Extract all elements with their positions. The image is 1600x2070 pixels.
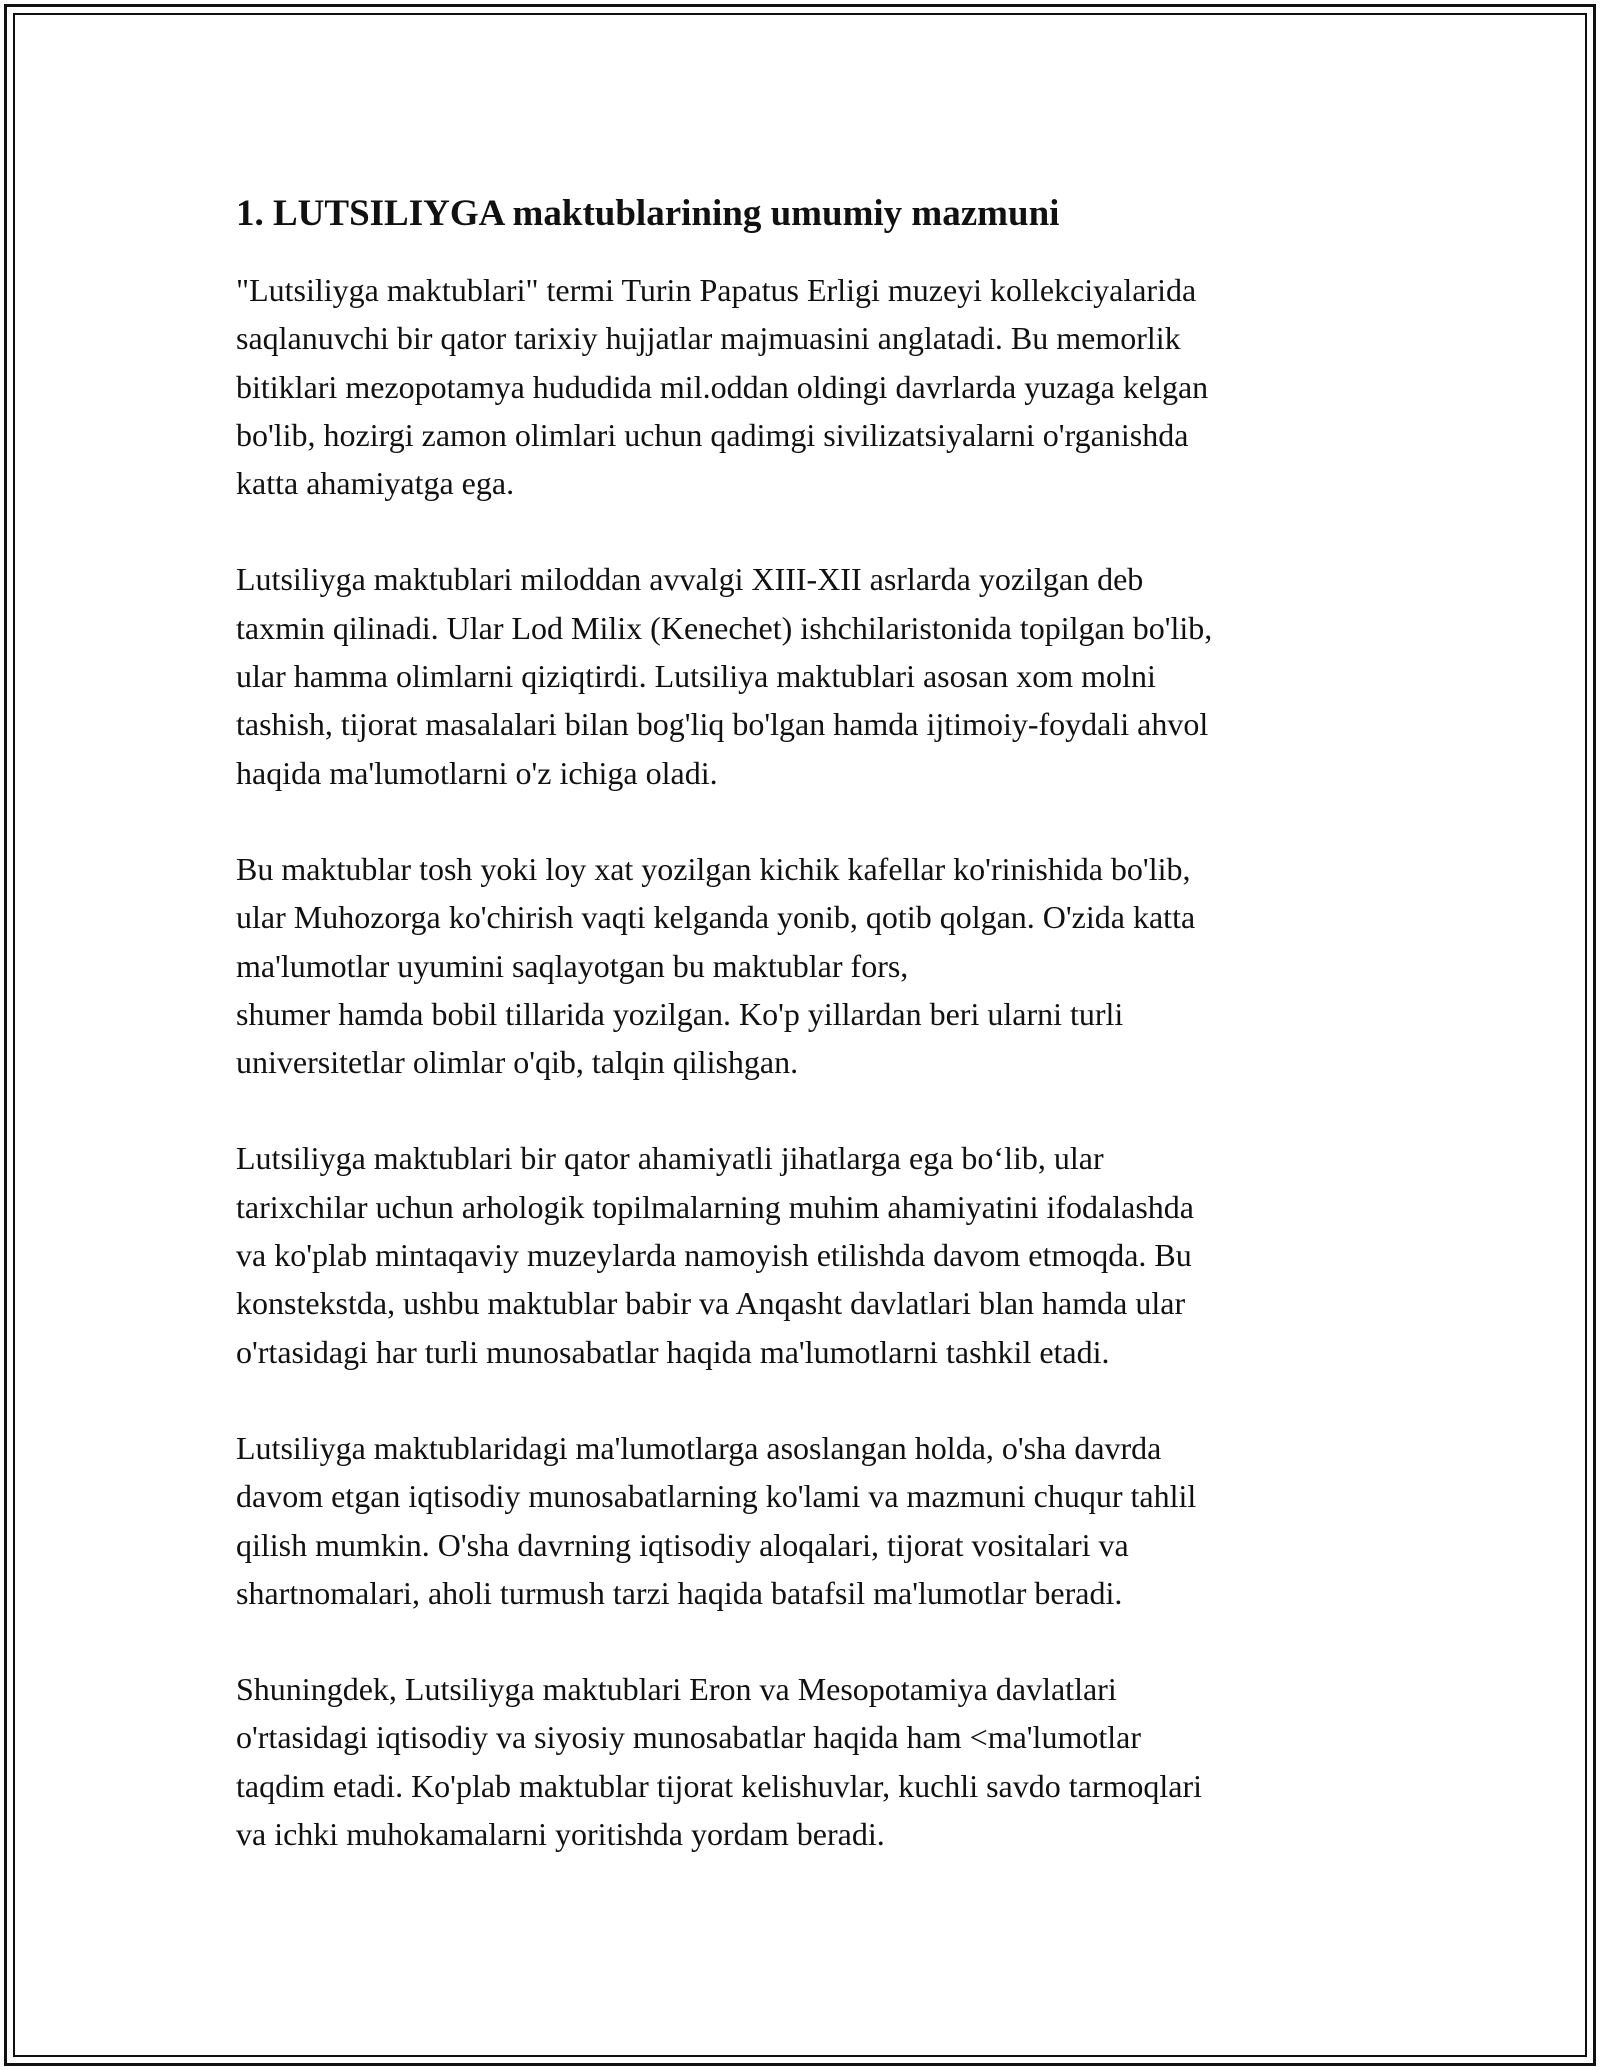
paragraph-2: Lutsiliyga maktublari miloddan avvalgi XIII-XII asrlarda yozilgan deb taxmin qilinadi. Ular Lod Milix (Kenechet) ishchilaristonida topilgan bo'lib, ular hamma olimlarni qiziqtirdi. Lutsiliya maktublari asosan xom molni tashish, tijorat masalalari bilan bog'liq bo'lgan hamda ijtimoiy-foydali ahvol haqida ma'lumotlarni o'z ichiga oladi. xyxy=(236,561,1213,791)
paragraph-6: Shuningdek, Lutsiliyga maktublari Eron va Mesopotamiya davlatlari o'rtasidagi iqtisodiy va siyosiy munosabatlar haqida ham <ma'lumotlar taqdim etadi. Ko'plab maktublar tijorat kelishuvlar, kuchli savdo tarmoqlari va ichki muhokamalarni yoritishda yordam beradi. xyxy=(236,1671,1203,1853)
document-body xyxy=(236,186,1376,1906)
section-heading: 1. LUTSILIYGA maktublarining umumiy mazmuni xyxy=(236,193,1060,234)
paragraph-3: Bu maktublar tosh yoki loy xat yozilgan kichik kafellar ko'rinishida bo'lib, ular Muhozorga ko'chirish vaqti kelganda yonib, qotib qolgan. O'zida katta ma'lumotlar uyumini saqlayotgan bu maktublar fors, shumer hamda bobil tillarida yozilgan. Ko'p yillardan beri ularni turli universitetlar olimlar o'qib, talqin qilishgan. xyxy=(236,850,1196,1081)
paragraph-1: "Lutsiliyga maktublari" termi Turin Papatus Erligi muzeyi kollekciyalarida saqlanuvchi bir qator tarixiy hujjatlar majmuasini anglatadi. Bu memorlik bitiklari mezopotamya hududida mil.oddan oldingi davrlarda yuzaga kelgan bo'lib, hozirgi zamon olimlari uchun qadimgi sivilizatsiyalarni o'rganishda katta ahamiyatga ega. xyxy=(236,272,1209,502)
paragraph-5: Lutsiliyga maktublaridagi ma'lumotlarga asoslangan holda, o'sha davrda davom etgan iqtisodiy munosabatlarning ko'lami va mazmuni chuqur tahlil qilish mumkin. O'sha davrning iqtisodiy aloqalari, tijorat vositalari va shartnomalari, aholi turmush tarzi haqida batafsil ma'lumotlar beradi. xyxy=(236,1429,1197,1611)
paragraph-4: Lutsiliyga maktublari bir qator ahamiyatli jihatlarga ega bo‘lib, ular tarixchilar uchun arhologik topilmalarning muhim ahamiyatini ifodalashda va ko'plab mintaqaviy muzeylarda namoyish etilishda davom etmoqda. Bu konstekstda, ushbu maktublar babir va Anqasht davlatlari blan hamda ular o'rtasidagi har turli munosabatlar haqida ma'lumotlarni tashkil etadi. xyxy=(236,1140,1194,1370)
